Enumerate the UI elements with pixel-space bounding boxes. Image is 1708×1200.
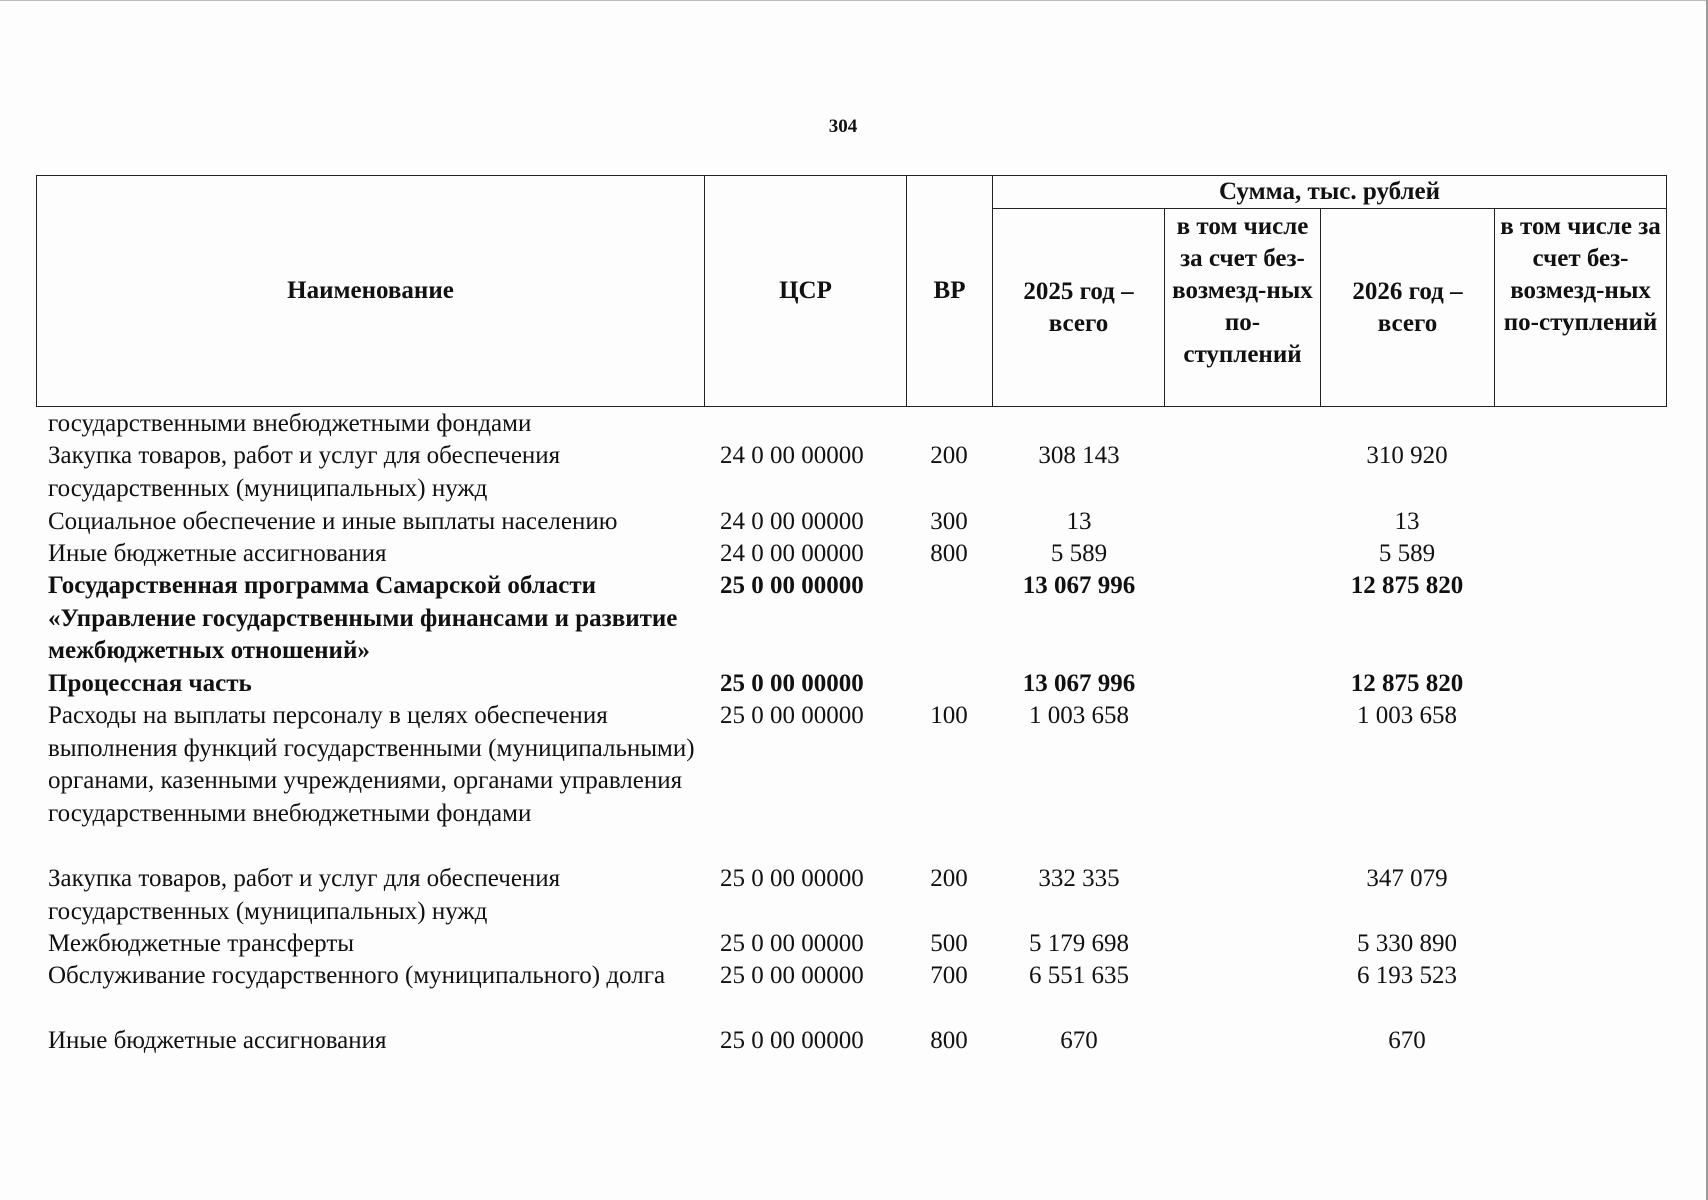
cell-name: Иные бюджетные ассигнования <box>48 540 387 567</box>
cell-vr: 700 <box>930 962 968 989</box>
cell-csr: 25 0 00 00000 <box>720 702 864 729</box>
header-2025-gratuitous: в том числе за счет без-возмезд-ных по-ступлений <box>1165 209 1321 407</box>
header-sum-group: Сумма, тыс. рублей <box>993 176 1667 209</box>
cell-sum-2026: 13 <box>1394 508 1420 535</box>
header-2025-total: 2025 год – всего <box>993 209 1165 407</box>
cell-name: Закупка товаров, работ и услуг для обеспечения государственных (муниципальных) нужд <box>48 442 561 502</box>
cell-csr: 24 0 00 00000 <box>720 442 864 469</box>
header-2026-gratuitous: в том числе за счет без-возмезд-ных по-ступлений <box>1495 209 1667 407</box>
page-number: 304 <box>828 116 858 137</box>
cell-sum-2026: 1 003 658 <box>1357 702 1457 729</box>
cell-sum-2026: 670 <box>1388 1027 1426 1054</box>
cell-name: Межбюджетные трансферты <box>48 930 355 957</box>
cell-csr: 24 0 00 00000 <box>720 540 864 567</box>
cell-sum-2026: 347 079 <box>1366 865 1448 892</box>
cell-csr: 25 0 00 00000 <box>720 670 864 697</box>
cell-csr: 25 0 00 00000 <box>720 865 864 892</box>
cell-name: государственными внебюджетными фондами <box>48 410 532 437</box>
cell-name: Обслуживание государственного (муниципального) долга <box>48 962 666 989</box>
cell-csr: 24 0 00 00000 <box>720 508 864 535</box>
cell-sum-2026: 5 330 890 <box>1357 930 1457 957</box>
cell-sum-2025: 5 589 <box>1050 540 1108 567</box>
cell-sum-2026: 12 875 820 <box>1350 670 1464 697</box>
cell-sum-2025: 670 <box>1060 1027 1098 1054</box>
cell-sum-2025: 6 551 635 <box>1029 962 1129 989</box>
cell-name: Государственная программа Самарской области «Управление государственными финансами и развитие межбюджетных отношений» <box>48 572 678 664</box>
cell-vr: 200 <box>930 442 968 469</box>
header-2026-total: 2026 год – всего <box>1321 209 1495 407</box>
cell-sum-2026: 5 589 <box>1378 540 1436 567</box>
cell-vr: 200 <box>930 865 968 892</box>
cell-vr: 300 <box>930 508 968 535</box>
cell-sum-2025: 13 067 996 <box>1022 572 1136 599</box>
cell-vr: 500 <box>930 930 968 957</box>
cell-vr: 800 <box>930 540 968 567</box>
cell-name: Иные бюджетные ассигнования <box>48 1027 387 1054</box>
cell-sum-2025: 5 179 698 <box>1029 930 1129 957</box>
cell-name: Расходы на выплаты персоналу в целях обеспечения выполнения функций государственными (муниципальными) органами, казенными учреждениями, органами управления государственными внебюджетными фондами <box>48 702 695 827</box>
cell-csr: 25 0 00 00000 <box>720 572 864 599</box>
cell-sum-2026: 12 875 820 <box>1350 572 1464 599</box>
cell-csr: 25 0 00 00000 <box>720 930 864 957</box>
cell-name: Закупка товаров, работ и услуг для обеспечения государственных (муниципальных) нужд <box>48 865 561 925</box>
cell-sum-2025: 308 143 <box>1038 442 1120 469</box>
cell-sum-2026: 310 920 <box>1366 442 1448 469</box>
header-name: Наименование <box>37 176 705 407</box>
cell-csr: 25 0 00 00000 <box>720 1027 864 1054</box>
cell-vr: 100 <box>930 702 968 729</box>
cell-sum-2025: 1 003 658 <box>1029 702 1129 729</box>
cell-name: Процессная часть <box>48 670 252 697</box>
cell-vr: 800 <box>930 1027 968 1054</box>
header-csr: ЦСР <box>705 176 907 407</box>
cell-sum-2025: 13 067 996 <box>1022 670 1136 697</box>
cell-sum-2025: 332 335 <box>1038 865 1120 892</box>
cell-sum-2026: 6 193 523 <box>1357 962 1457 989</box>
cell-sum-2025: 13 <box>1066 508 1092 535</box>
cell-csr: 25 0 00 00000 <box>720 962 864 989</box>
cell-name: Социальное обеспечение и иные выплаты населению <box>48 508 618 535</box>
header-vr: ВР <box>907 176 993 407</box>
